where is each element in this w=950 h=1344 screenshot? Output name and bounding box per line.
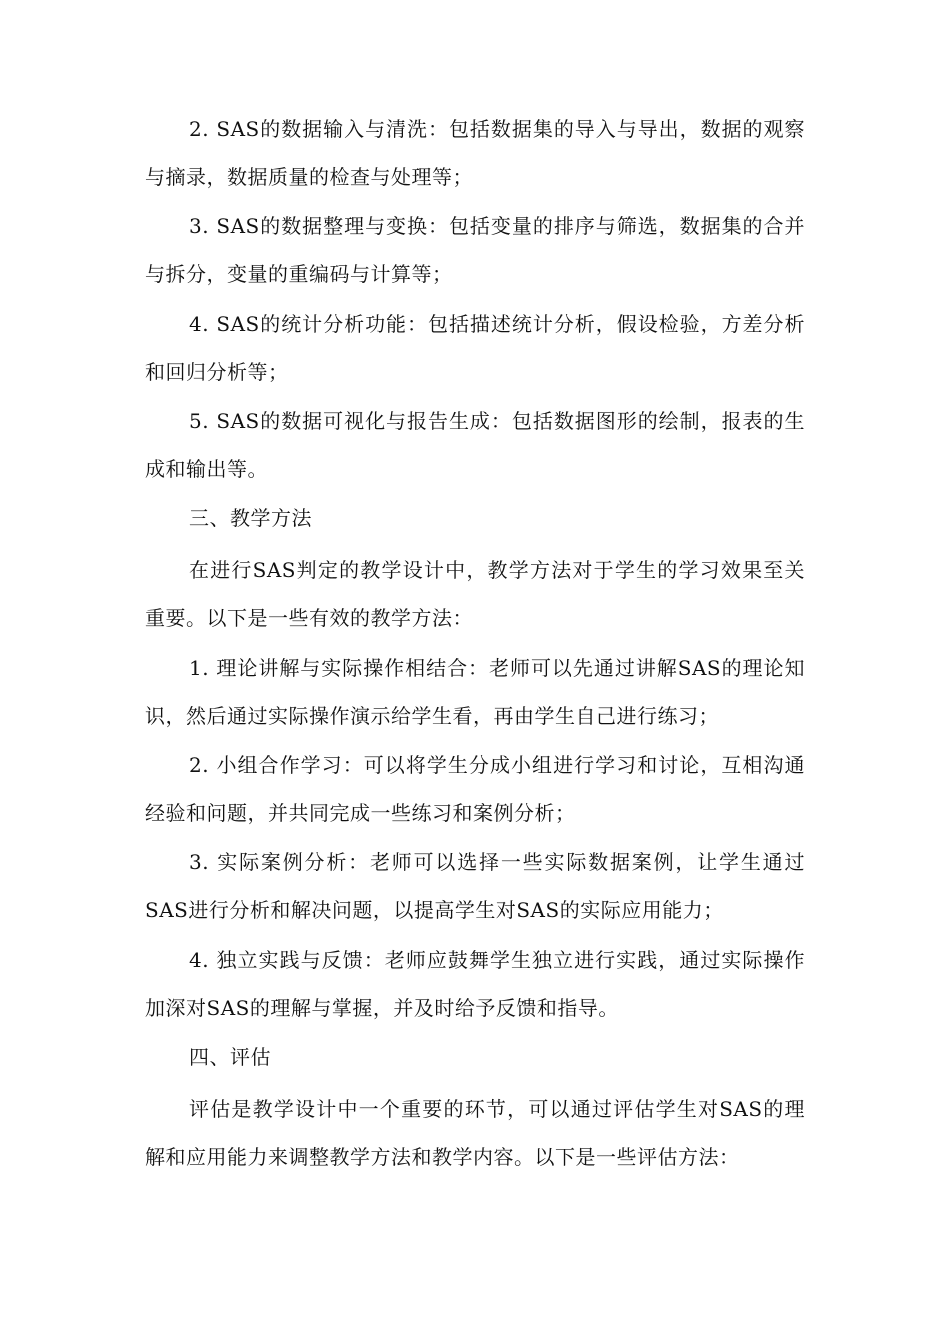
paragraph-method-case: 3. 实际案例分析：老师可以选择一些实际数据案例，让学生通过SAS进行分析和解决问题，以提高学生对SAS的实际应用能力； — [145, 850, 805, 922]
paragraph-visualization: 5. SAS的数据可视化与报告生成：包括数据图形的绘制，报表的生成和输出等。 — [145, 409, 805, 481]
paragraph-assessment-intro: 评估是教学设计中一个重要的环节，可以通过评估学生对SAS的理解和应用能力来调整教学方法和教学内容。以下是一些评估方法： — [145, 1097, 805, 1169]
paragraph-method-theory: 1. 理论讲解与实际操作相结合：老师可以先通过讲解SAS的理论知识，然后通过实际操作演示给学生看，再由学生自己进行练习； — [145, 656, 805, 728]
section-heading-teaching-methods: 三、教学方法 — [189, 506, 312, 530]
section-heading-assessment: 四、评估 — [189, 1045, 271, 1069]
paragraph-data-transform: 3. SAS的数据整理与变换：包括变量的排序与筛选，数据集的合并与拆分，变量的重编码与计算等； — [145, 214, 805, 286]
paragraph-methods-intro: 在进行SAS判定的教学设计中，教学方法对于学生的学习效果至关重要。以下是一些有效的教学方法： — [145, 558, 805, 630]
paragraph-statistics: 4. SAS的统计分析功能：包括描述统计分析，假设检验，方差分析和回归分析等； — [145, 312, 805, 384]
paragraph-method-group: 2. 小组合作学习：可以将学生分成小组进行学习和讨论，互相沟通经验和问题，并共同完成一些练习和案例分析； — [145, 753, 805, 825]
paragraph-data-input: 2. SAS的数据输入与清洗：包括数据集的导入与导出，数据的观察与摘录，数据质量的检查与处理等； — [145, 117, 805, 189]
paragraph-method-practice: 4. 独立实践与反馈：老师应鼓舞学生独立进行实践，通过实际操作加深对SAS的理解与掌握，并及时给予反馈和指导。 — [145, 948, 805, 1020]
